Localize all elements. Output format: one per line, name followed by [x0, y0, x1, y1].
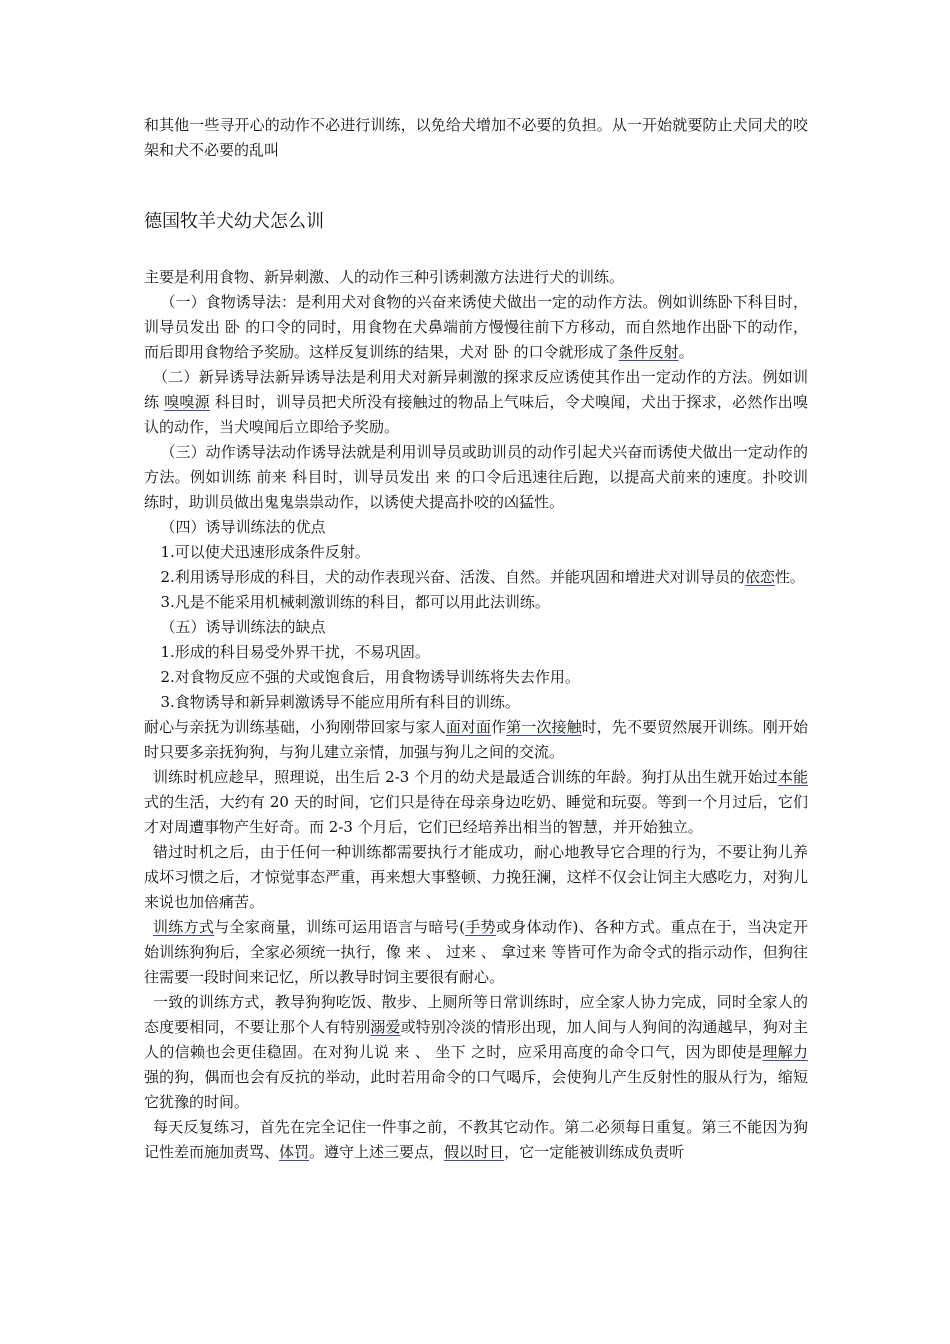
list-item: 2.对食物反应不强的犬或饱食后，用食物诱导训练将失去作用。	[160, 668, 580, 686]
link-instinct[interactable]: 本能	[777, 768, 808, 786]
text: 式的生活，大约有 20 天的时间，它们只是待在母亲身边吃奶、睡觉和玩耍。等到一个月过后，它们才对周遭事物产生好奇。而 2-3 个月后，它们已经培养出相当的智慧，并开始独立。	[144, 793, 808, 836]
link-first-contact[interactable]: 第一次接触	[506, 718, 582, 736]
text: 。遵守上述三要点，	[309, 1143, 445, 1161]
paragraph-patience	[144, 715, 808, 765]
list-item: 1.可以使犬迅速形成条件反射。	[160, 543, 370, 561]
paragraph-timing	[144, 765, 808, 840]
text: 科目时，训导员把犬所没有接触过的物品上气味后，令犬嗅闻，犬出于探求，必然作出嗅认的动作，当犬嗅闻后立即给予奖励。	[144, 393, 808, 436]
heading-advantages: （四）诱导训练法的优点	[160, 518, 326, 536]
link-in-time[interactable]: 假以时日	[444, 1143, 505, 1161]
text: 。	[678, 343, 694, 361]
link-punishment[interactable]: 体罚	[279, 1143, 310, 1161]
list-item: 1.形成的科目易受外界干扰，不易巩固。	[160, 643, 430, 661]
text: ，它一定能被训练成负责听	[504, 1143, 685, 1161]
document-page	[144, 113, 808, 1165]
section-title: 德国牧羊犬幼犬怎么训	[144, 211, 324, 232]
text: 耐心与亲抚为训练基础，小狗刚带回家与家人	[144, 718, 446, 736]
intro-paragraph: 和其他一些寻开心的动作不必进行训练，以免给犬增加不必要的负担。从一开始就要防止犬同犬的咬架和犬不必要的乱叫	[144, 116, 808, 159]
text: 每天反复练习，首先在完全记住一件事之前，不教其它动作。第二必须每日重复。第三不能因为狗记性差而施加责骂、	[144, 1118, 808, 1161]
text: 或特别冷淡的情形出现，加人间与人狗间的沟通越早，狗对主人的信赖也会更佳稳固。在对狗儿说 来 、 坐下 之时，应采用高度的命令口气，因为即使是	[144, 1018, 808, 1061]
link-training-method[interactable]: 训练方式	[153, 918, 215, 936]
paragraph-food-lure	[144, 290, 808, 365]
text: 性。	[774, 568, 805, 586]
list-item: 3.凡是不能采用机械刺激训练的科目，都可以用此法训练。	[160, 593, 550, 611]
paragraph-action-lure: （三）动作诱导法动作诱导法就是利用训导员或助训员的动作引起犬兴奋而诱使犬做出一定动作的方法。例如训练 前来 科目时，训导员发出 来 的口令后迅速往后跑，以提高犬前来的速度。扑咬训练时，助训员做出鬼鬼祟祟动作，以诱使犬提高扑咬的凶猛性。	[144, 443, 808, 511]
paragraph-missed-timing: 错过时机之后，由于任何一种训练都需要执行才能成功，耐心地教导它合理的行为，不要让狗儿养成坏习惯之后，才惊觉事态严重，再来想大事整顿、力挽狂澜，这样不仅会让饲主大感吃力，对狗儿来说也加倍痛苦。	[144, 843, 808, 911]
link-comprehension[interactable]: 理解力	[762, 1043, 808, 1061]
link-gesture[interactable]: 手势	[465, 918, 496, 936]
link-attachment[interactable]: 依恋	[744, 568, 775, 586]
text: （二）新异诱导法新异诱导法是利用犬对新异刺激的探求反应诱使其作出一定动作的方法。例如训练	[144, 368, 808, 411]
paragraph-novel-lure	[144, 365, 808, 440]
text: （一）食物诱导法：是利用犬对食物的兴奋来诱使犬做出一定的动作方法。例如训练卧下科目时，训导员发出 卧 的口令的同时，用食物在犬鼻端前方慢慢往前下方移动，而自然地作出卧下的动作，而后即用食物给予奖励。这样反复训练的结果，犬对 卧 的口令就形成了	[144, 293, 808, 361]
paragraph-training-method	[144, 915, 808, 990]
text: 或身体动作)、各种方式。重点在于，当决定开始训练狗狗后，全家必须统一执行，像 来 、 过来 、 拿过来 等皆可作为命令式的指示动作，但狗往往需要一段时间来记忆，所以教导时饲主要很有耐心。	[144, 918, 808, 986]
link-spoil[interactable]: 溺爱	[370, 1018, 401, 1036]
paragraph-consistency	[144, 990, 808, 1115]
paragraph-daily-practice	[144, 1115, 808, 1165]
link-sniff-source[interactable]: 嗅嗅源	[164, 393, 210, 411]
text: 强的狗，偶而也会有反抗的举动，此时若用命令的口气喝斥，会使狗儿产生反射性的服从行为，缩短它犹豫的时间。	[144, 1068, 808, 1111]
text: 时，先不要贸然展开训练。刚开始时只要多亲抚狗狗，与狗儿建立亲情，加强与狗儿之间的交流。	[144, 718, 808, 761]
heading-disadvantages: （五）诱导训练法的缺点	[160, 618, 326, 636]
link-conditioned-reflex[interactable]: 条件反射	[618, 343, 679, 361]
text: 作	[491, 718, 507, 736]
text: 一致的训练方式，教导狗狗吃饭、散步、上厕所等日常训练时，应全家人协力完成，同时全家人的态度要相同，不要让那个人有特别	[144, 993, 808, 1036]
text: 与全家商量，训练可运用语言与暗号(	[214, 918, 466, 936]
list-item: 3.食物诱导和新异刺激诱导不能应用所有科目的训练。	[160, 693, 520, 711]
link-face-to-face[interactable]: 面对面	[445, 718, 492, 736]
text: 2.利用诱导形成的科目，犬的动作表现兴奋、活泼、自然。并能巩固和增进犬对训导员的	[160, 568, 745, 586]
paragraph-main: 主要是利用食物、新异刺激、人的动作三种引诱刺激方法进行犬的训练。	[144, 268, 625, 286]
text: 训练时机应趁早，照理说，出生后 2-3 个月的幼犬是最适合训练的年龄。狗打从出生就开始过	[153, 768, 778, 786]
list-item	[144, 565, 808, 590]
